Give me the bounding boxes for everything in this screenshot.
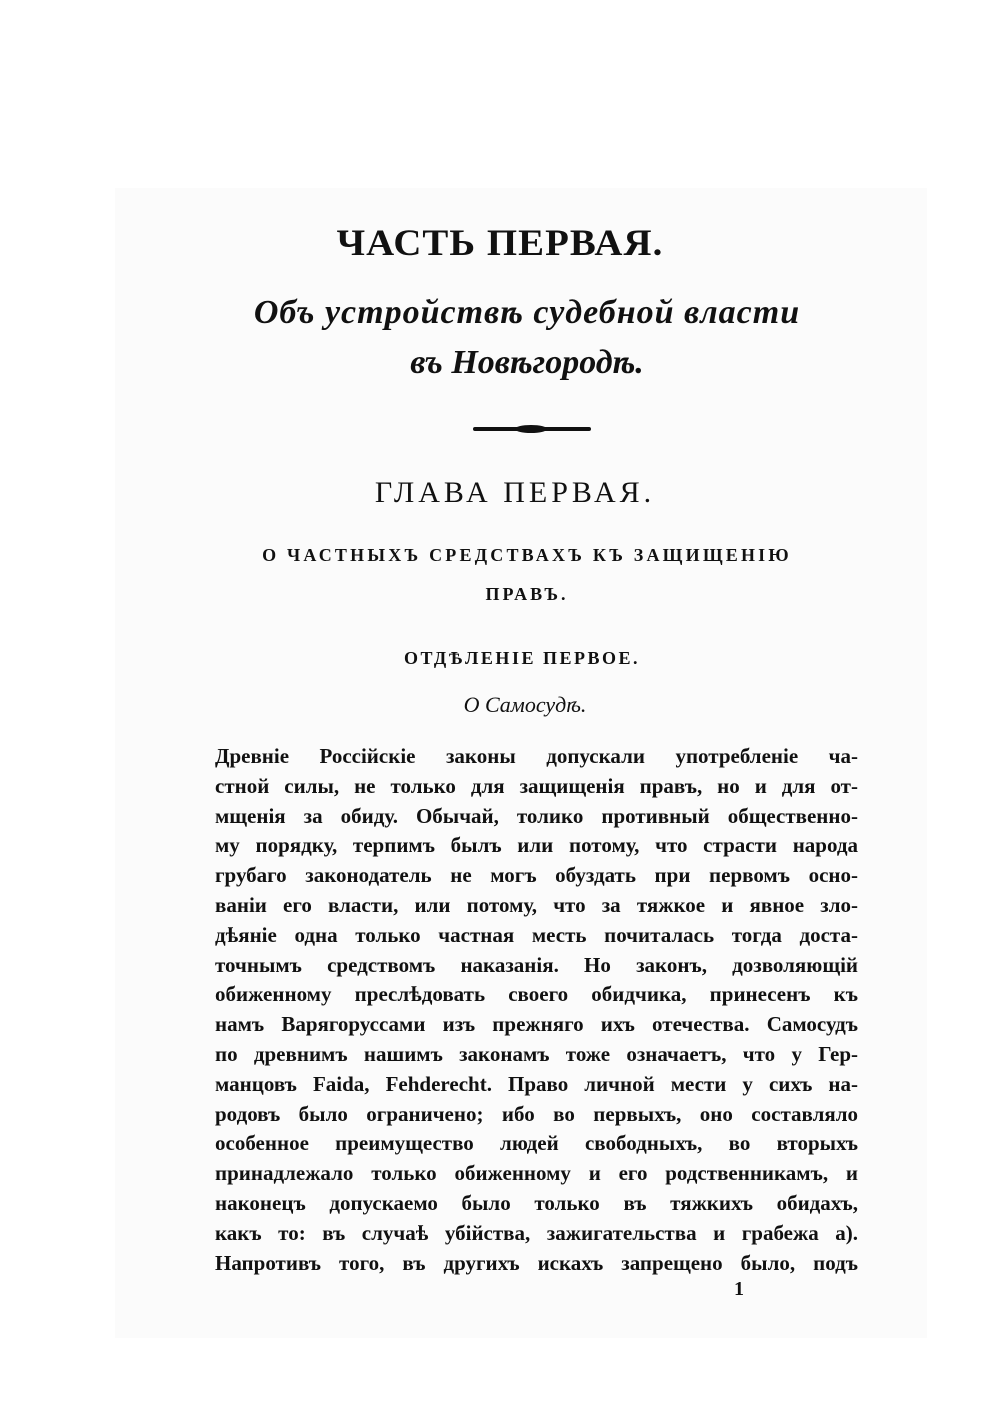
body-line: ваніи его власти, или потому, что за тяжкое и явное зло- (215, 892, 858, 917)
body-line: мщенія за обиду. Обычай, толико противный общественно- (215, 803, 858, 828)
body-line: манцовъ Faida, Fehderecht. Право личной мести у сихъ на- (215, 1071, 858, 1096)
part-title: ЧАСТЬ ПЕРВАЯ. (336, 223, 664, 264)
body-line: грубаго законодатель не могъ обуздать при первомъ осно- (215, 863, 858, 888)
chapter-subtitle-line-2: ПРАВЪ. (485, 584, 569, 604)
body-line: принадлежало только обиженному и его родственникамъ, и (215, 1161, 858, 1186)
body-line: му порядку, терпимъ былъ или потому, что страсти народа (215, 833, 858, 858)
body-line: обиженному преслѣдовать своего обидчика, принесенъ къ (215, 982, 858, 1007)
chapter-subtitle-line-1: О ЧАСТНЫХЪ СРЕДСТВАХЪ КЪ ЗАЩИЩЕНІЮ (262, 545, 792, 565)
body-line: стной силы, не только для защищенія правъ, но и для от- (215, 773, 858, 798)
section-title: ОТДѢЛЕНІЕ ПЕРВОЕ. (404, 648, 640, 668)
section-subtitle: О Самосудѣ. (463, 692, 587, 717)
body-line: дѣяніе одна только частная месть почиталась тогда доста- (215, 922, 858, 947)
body-text (215, 742, 858, 1278)
body-line: намъ Варягоруссами изъ прежняго ихъ отечества. Самосудъ (215, 1012, 858, 1037)
part-subtitle-line-1: Объ устройствѣ судебной власти (253, 294, 801, 331)
body-line: точнымъ средствомъ наказанія. Но законъ, дозволяющій (215, 952, 858, 977)
chapter-title: ГЛАВА ПЕРВАЯ. (374, 476, 656, 509)
ornamental-rule (473, 427, 591, 431)
body-line: наконецъ допускаемо было только въ тяжкихъ обидахъ, (215, 1190, 858, 1215)
body-line: какъ то: въ случаѣ убійства, зажигательства и грабежа а). (215, 1220, 858, 1245)
page-number: 1 (734, 1278, 744, 1300)
body-line: особенное преимущество людей свободныхъ, во вторыхъ (215, 1131, 858, 1156)
body-line: Древніе Россійскіе законы допускали употребленіе ча- (215, 744, 858, 768)
body-line: родовъ было ограничено; ибо во первыхъ, оно составляло (215, 1101, 858, 1126)
body-line: Напротивъ того, въ другихъ искахъ запрещено было, подъ (215, 1250, 858, 1275)
body-line: по древнимъ нашимъ законамъ тоже означаетъ, что у Гер- (215, 1041, 858, 1066)
part-subtitle-line-2: въ Новѣгородѣ. (410, 344, 644, 381)
